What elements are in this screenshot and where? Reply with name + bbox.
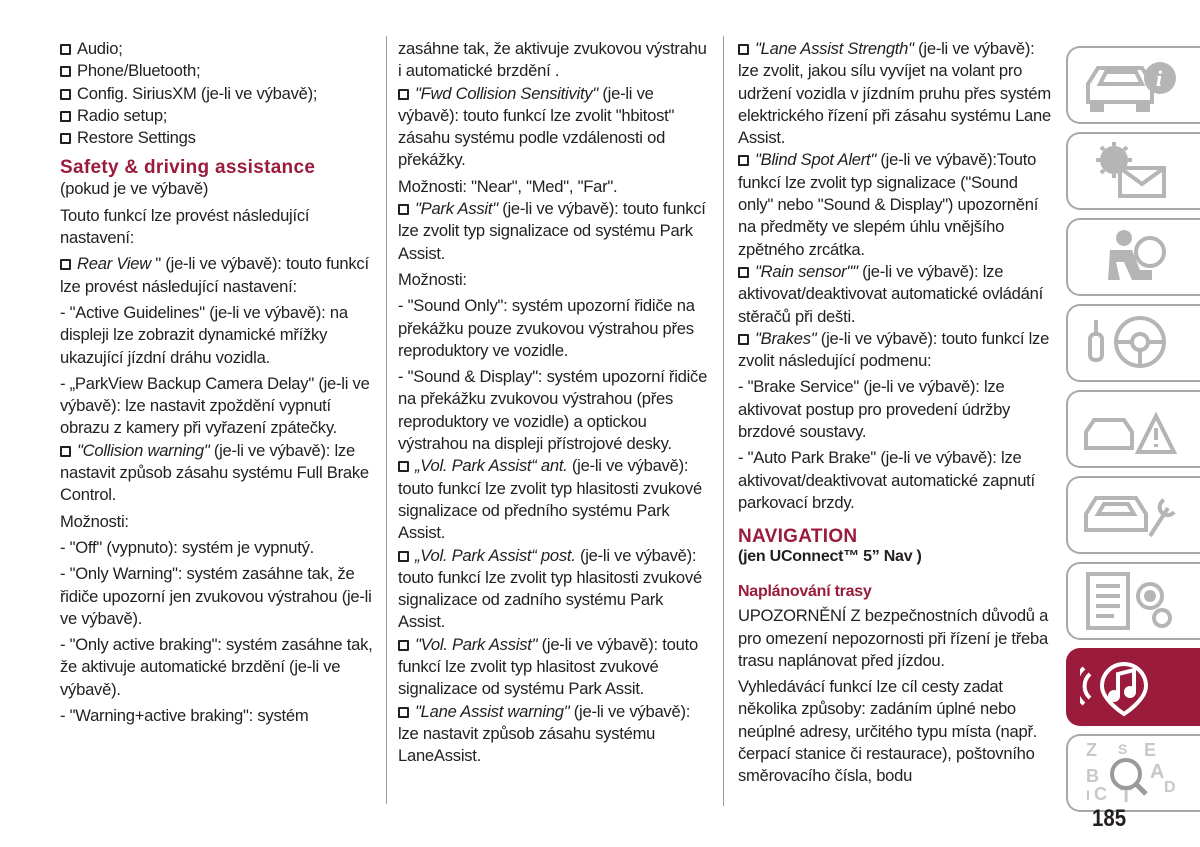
tab-index[interactable]	[1066, 734, 1200, 812]
paragraph: Touto funkcí lze provést následující nastavení:	[60, 205, 310, 248]
paragraph: zasáhne tak, že aktivuje zvukovou výstrahu i automatické brzdění .	[398, 39, 707, 81]
checkbox-bullet-icon	[60, 133, 71, 144]
warning-light-envelope-icon	[1080, 140, 1180, 202]
checkbox-bullet-icon	[738, 267, 749, 278]
column-divider	[386, 36, 387, 804]
checkbox-bullet-icon	[398, 204, 409, 215]
section-heading-safety: Safety & driving assistance	[60, 157, 316, 179]
section-subtitle: (jen UConnect™ 5” Nav )	[738, 548, 922, 566]
document-gear-icon	[1080, 570, 1180, 632]
svg-text:I: I	[1086, 787, 1090, 803]
paragraph: Možnosti: "Near", "Med", "Far".	[398, 176, 618, 196]
car-info-icon	[1080, 54, 1180, 116]
paragraph: "Blind Spot Alert" (je-li ve výbavě):Touto funkcí lze zvolit typ signalizace ("Sound only" nebo "Sound & Display") upozornění na předměty ve slepém úhlu vnějšího zpětného zrcátka.	[738, 150, 1039, 259]
tab-starting-driving[interactable]	[1066, 304, 1200, 382]
paragraph: Možnosti:	[398, 269, 467, 289]
tab-emergency[interactable]	[1066, 390, 1200, 468]
tab-car-info[interactable]	[1066, 46, 1200, 124]
checkbox-bullet-icon	[398, 461, 409, 472]
checkbox-bullet-icon	[60, 111, 71, 122]
paragraph: - „ParkView Backup Camera Delay" (je-li ve výbavě): lze nastavit zpoždění vypnutí obrazu z kamery při vyřazení zpátečky.	[60, 373, 370, 438]
paragraph: - "Sound Only": systém upozorní řidiče na překážku pouze zvukovou výstrahou přes reproduktory ve vozidle.	[398, 296, 695, 360]
checkbox-bullet-icon	[60, 89, 71, 100]
paragraph: - "Only Warning": systém zasáhne tak, že řidiče upozorní jen zvukovou výstrahou (je-li ve výbavě).	[60, 564, 372, 628]
paragraph: (pokud je ve výbavě)	[60, 179, 209, 199]
svg-text:i: i	[1156, 66, 1163, 91]
paragraph: „Vol. Park Assist“ post. (je-li ve výbavě): touto funkcí lze zvolit typ hlasitosti zvukové signalizace od zadního systému Park Assist.	[398, 545, 702, 632]
svg-text:A: A	[1150, 761, 1165, 783]
paragraph: "Collision warning" (je-li ve výbavě): lze nastavit způsob zásahu systému Full Brake Control.	[60, 440, 369, 505]
column-2	[398, 38, 710, 768]
svg-text:T: T	[1120, 785, 1133, 804]
paragraph: Možnosti:	[60, 511, 129, 531]
svg-text:E: E	[1144, 742, 1157, 760]
tab-technical-data[interactable]	[1066, 562, 1200, 640]
svg-text:C: C	[1094, 784, 1107, 804]
paragraph: - "Warning+active braking": systém	[60, 706, 309, 726]
section-heading-navigation: NAVIGATION	[738, 526, 858, 548]
multimedia-navigation-icon	[1080, 656, 1180, 718]
tab-maintenance[interactable]	[1066, 476, 1200, 554]
paragraph: UPOZORNĚNÍ Z bezpečnostních důvodů a pro omezení nepozornosti při řízení je třeba trasu naplánovat před jízdou.	[738, 606, 1049, 670]
car-maintenance-icon	[1080, 484, 1180, 546]
tab-multimedia[interactable]	[1066, 648, 1200, 726]
column-1	[60, 38, 378, 731]
column-3	[738, 38, 1056, 792]
paragraph: "Lane Assist warning" (je-li ve výbavě): lze nastavit způsob zásahu systému LaneAssist.	[398, 701, 691, 766]
paragraph: - "Brake Service" (je-li ve výbavě): lze aktivovat postup pro provedení údržby brzdové soustavy.	[738, 377, 1011, 442]
list-item: Config. SiriusXM (je-li ve výbavě);	[60, 83, 378, 105]
subheading-route-planning: Naplánování trasy	[738, 583, 872, 601]
list-item: Radio setup;	[60, 105, 378, 127]
car-accident-icon	[1080, 398, 1180, 460]
checkbox-bullet-icon	[60, 66, 71, 77]
checkbox-bullet-icon	[398, 707, 409, 718]
list-item: Restore Settings	[60, 127, 378, 149]
tab-safety[interactable]	[1066, 218, 1200, 296]
paragraph: "Brakes" (je-li ve výbavě): touto funkcí lze zvolit následující podmenu:	[738, 328, 1050, 371]
paragraph: - "Auto Park Brake" (je-li ve výbavě): lze aktivovat/deaktivovat automatické zapnutí parkovací brzdy.	[738, 448, 1035, 512]
checkbox-bullet-icon	[398, 551, 409, 562]
alphabet-index-icon	[1080, 742, 1180, 804]
checkbox-bullet-icon	[738, 334, 749, 345]
list-item: Phone/Bluetooth;	[60, 60, 378, 82]
svg-text:D: D	[1164, 779, 1176, 796]
svg-text:S: S	[1118, 742, 1128, 757]
paragraph: "Fwd Collision Sensitivity" (je-li ve výbavě): touto funkcí lze zvolit "hbitost" zásahu systému podle vzdálenosti od překážky.	[398, 83, 675, 170]
checkbox-bullet-icon	[60, 44, 71, 55]
checkbox-bullet-icon	[738, 44, 749, 55]
paragraph: Rear View " (je-li ve výbavě): touto funkcí lze provést následující nastavení:	[60, 254, 369, 296]
checkbox-bullet-icon	[60, 259, 71, 270]
svg-text:B: B	[1086, 766, 1099, 786]
paragraph: - "Only active braking": systém zasáhne tak, že aktivuje automatické brzdění (je-li ve výbavě).	[60, 635, 373, 699]
column-divider	[723, 36, 724, 806]
paragraph: "Vol. Park Assist" (je-li ve výbavě): touto funkcí lze zvolit typ hlasitost zvukové signalizace od systému Park Assit.	[398, 634, 698, 699]
checkbox-bullet-icon	[398, 640, 409, 651]
airbag-passenger-icon	[1080, 226, 1180, 288]
paragraph: - "Off" (vypnuto): systém je vypnutý.	[60, 537, 314, 557]
paragraph: Vyhledávácí funkcí lze cíl cesty zadat několika způsoby: zadáním úplné nebo neúplné adresy, určitého typu místa (např. čerpací stanice či restaurace), poštovního směrovacího čísla, bodu	[738, 677, 1038, 786]
list-item: Audio;	[60, 38, 378, 60]
tab-warning-lights[interactable]	[1066, 132, 1200, 210]
chapter-tabs	[1066, 46, 1200, 820]
checkbox-bullet-icon	[60, 446, 71, 457]
svg-text:Z: Z	[1086, 742, 1097, 760]
paragraph: „Vol. Park Assist“ ant. (je-li ve výbavě): touto funkcí lze zvolit typ hlasitosti zvukové signalizace od předního systému Park Assist.	[398, 456, 702, 543]
checkbox-bullet-icon	[398, 89, 409, 100]
page-number: 185	[1092, 805, 1127, 832]
paragraph: "Lane Assist Strength" (je-li ve výbavě): lze zvolit, jakou sílu vyvíjet na volant pro udržení vozidla v jízdním pruhu přes systém elektrického řízení při zásahu systému Lane Assist.	[738, 39, 1051, 148]
paragraph: "Park Assit" (je-li ve výbavě): touto funkcí lze zvolit typ signalizace od systému Park Assist.	[398, 199, 706, 263]
paragraph: - "Active Guidelines" (je-li ve výbavě): na displeji lze zobrazit dynamické mřížky ukazující jízdní dráhu vozidla.	[60, 302, 348, 367]
paragraph: - "Sound & Display": systém upozorní řidiče na překážku zvukovou výstrahou (přes reproduktory ve vozidle) a optickou výstrahou na displeji přístrojové desky.	[398, 367, 708, 454]
checkbox-bullet-icon	[738, 155, 749, 166]
key-steering-wheel-icon	[1080, 312, 1180, 374]
paragraph: "Rain sensor"" (je-li ve výbavě): lze aktivovat/deaktivovat automatické ovládání stěračů při dešti.	[738, 261, 1043, 326]
